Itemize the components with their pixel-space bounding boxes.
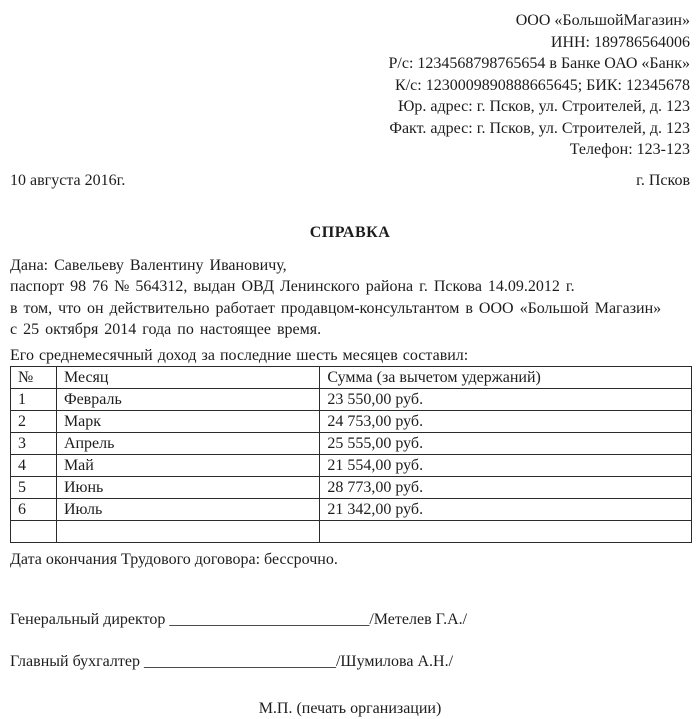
body-line-issued-to: Дана: Савельеву Валентину Ивановичу,	[10, 256, 287, 274]
cell-number: 1	[11, 388, 57, 410]
dateline	[10, 170, 690, 191]
signature-accountant-role: Главный бухгалтер	[10, 652, 140, 670]
stamp-placeholder: М.П. (печать организации)	[258, 699, 442, 717]
org-corr-account-bik: К/с: 1230009890888665645; БИК: 12345678	[395, 76, 690, 94]
org-actual-address: Факт. адрес: г. Псков, ул. Строителей, д. 123	[389, 119, 690, 137]
signature-director-role: Генеральный директор	[10, 610, 166, 628]
cell-month: Май	[56, 454, 319, 476]
body-line-employment: в том, что он действительно работает продавцом-консультантом в ООО «Большой Магазин»	[10, 299, 662, 317]
cell-number	[11, 520, 57, 542]
income-table	[10, 366, 692, 543]
org-phone: Телефон: 123-123	[569, 141, 690, 158]
body-line-passport: паспорт 98 76 № 564312, выдан ОВД Ленинского района г. Пскова 14.09.2012 г.	[10, 278, 575, 295]
org-header-block	[10, 10, 690, 161]
table-row	[11, 388, 692, 410]
cell-sum: 23 550,00 руб.	[320, 388, 692, 410]
table-row	[11, 410, 692, 432]
cell-number: 2	[11, 410, 57, 432]
cell-month	[56, 520, 319, 542]
cell-sum: 25 555,00 руб.	[320, 432, 692, 454]
signature-director	[10, 609, 690, 630]
header-cell-month: Месяц	[56, 366, 319, 388]
cell-number: 3	[11, 432, 57, 454]
org-name: ООО «БольшойМагазин»	[515, 12, 690, 29]
cell-sum: 24 753,00 руб.	[320, 410, 692, 432]
cell-month: Июль	[56, 498, 319, 520]
cell-month: Апрель	[56, 432, 319, 454]
cell-number: 5	[11, 476, 57, 498]
signature-director-blank: _________________________	[169, 610, 370, 628]
signature-accountant-blank: ________________________	[143, 652, 336, 670]
header-cell-number: №	[11, 366, 57, 388]
body-line-since: с 25 октября 2014 года по настоящее время.	[10, 321, 322, 338]
table-row	[11, 476, 692, 498]
contract-end-line: Дата окончания Трудового договора: бессрочно.	[10, 550, 338, 568]
table-row	[11, 454, 692, 476]
cell-sum: 21 342,00 руб.	[320, 498, 692, 520]
table-row	[11, 432, 692, 454]
cell-sum: 21 554,00 руб.	[320, 454, 692, 476]
cell-month: Марк	[56, 410, 319, 432]
document-title: СПРАВКА	[309, 223, 391, 241]
cell-sum	[320, 520, 692, 542]
signature-accountant	[10, 651, 690, 672]
table-header-row	[11, 366, 692, 388]
table-row-empty	[11, 520, 692, 542]
body-paragraph	[10, 255, 690, 341]
table-row	[11, 498, 692, 520]
org-inn: ИНН: 189786564006	[550, 33, 690, 51]
signature-director-name: /Метелев Г.А./	[369, 610, 468, 628]
header-cell-sum: Сумма (за вычетом удержаний)	[320, 366, 692, 388]
cell-month: Июнь	[56, 476, 319, 498]
cell-month: Февраль	[56, 388, 319, 410]
cell-sum: 28 773,00 руб.	[320, 476, 692, 498]
income-intro: Его среднемесячный доход за последние шесть месяцев составил:	[10, 346, 469, 364]
cell-number: 4	[11, 454, 57, 476]
cell-number: 6	[11, 498, 57, 520]
org-settlement-account: Р/с: 1234568798765654 в Банке ОАО «Банк»	[388, 55, 690, 72]
signature-accountant-name: /Шумилова А.Н./	[335, 652, 454, 670]
document-city: г. Псков	[636, 171, 690, 189]
document-date: 10 августа 2016г.	[10, 171, 126, 189]
org-legal-address: Юр. адрес: г. Псков, ул. Строителей, д. 123	[397, 98, 690, 115]
